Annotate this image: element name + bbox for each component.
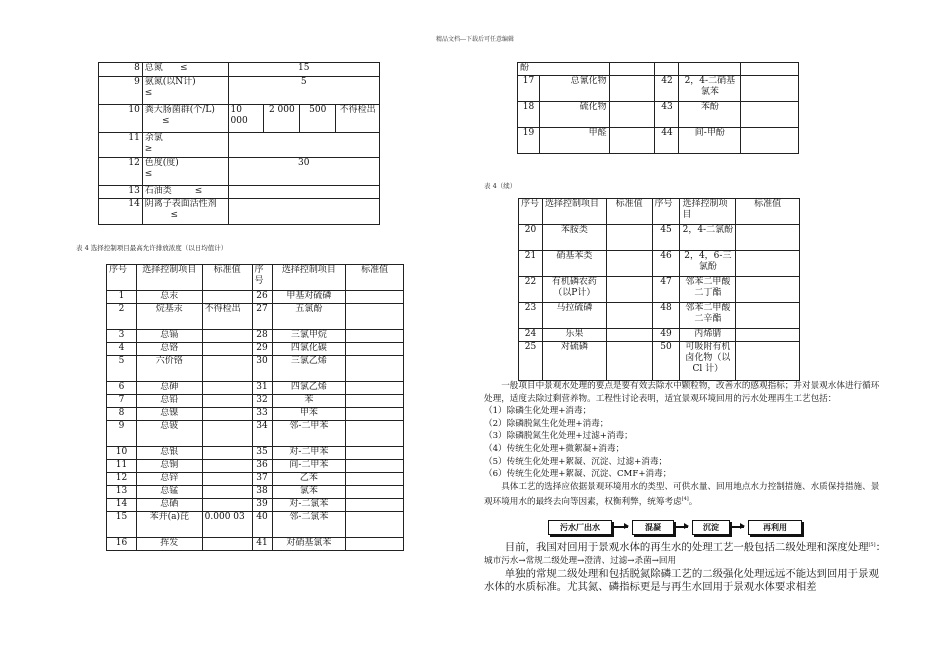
- paragraph: 一般项目中景观水处理的要点是要有效去除水中颗粒物，改善水的感观指标；并对景观水体进行循环处理，适度去除过剩营养物。工程性讨论表明，适宜景观环境回用的污水处理再生工艺包括：: [484, 381, 880, 404]
- list-item: （4）传统生化处理+微絮凝+消毒；: [484, 443, 625, 454]
- flow-step: 混凝: [632, 520, 674, 535]
- row-number: 46: [652, 251, 680, 277]
- standard-value: [736, 251, 800, 277]
- row-number: 22: [519, 277, 543, 303]
- item-name: 间-甲酚: [679, 128, 741, 154]
- standard-value: [346, 512, 404, 538]
- item-name: 苯胺类: [542, 225, 606, 251]
- row-number: 24: [519, 329, 543, 342]
- item-name: 2，4，6-三氯酚: [680, 251, 736, 277]
- row-number: 25: [519, 342, 543, 381]
- standard-value: [202, 330, 252, 343]
- list-item: （3）除磷脱氮生化处理+过滤+消毒；: [484, 431, 633, 442]
- row-number: 38: [252, 486, 272, 499]
- row-number: 50: [652, 342, 680, 381]
- flow-arrow: [676, 526, 688, 528]
- row-number: 34: [252, 421, 272, 447]
- item-name: 三氯乙烯: [272, 356, 346, 382]
- item-name: [679, 63, 741, 76]
- item-name: 邻苯二甲酸二丁酯: [680, 277, 736, 303]
- row-number: 11: [99, 133, 143, 158]
- standard-value: [741, 128, 799, 154]
- row-number: 42: [655, 76, 679, 102]
- standard-value: 15: [228, 63, 380, 77]
- table-4-continued: [518, 198, 800, 381]
- standard-value: [202, 460, 252, 473]
- standard-value: [202, 343, 252, 356]
- table-row: [107, 343, 404, 356]
- row-number: 1: [107, 291, 137, 304]
- item-name: 2，4-二硝基氯苯: [679, 76, 741, 102]
- item-name: 甲苯: [272, 408, 346, 421]
- row-number: 30: [252, 356, 272, 382]
- row-number: 23: [519, 303, 543, 329]
- list-item: （2）除磷脱氮生化处理+消毒；: [484, 418, 609, 429]
- standard-value: [202, 356, 252, 382]
- row-number: 15: [107, 512, 137, 538]
- standard-value: [346, 382, 404, 395]
- standard-value: [346, 395, 404, 408]
- item-name: 硝基苯类: [542, 251, 606, 277]
- col-header-item: 选择控制项目: [136, 265, 202, 291]
- row-number: 39: [252, 499, 272, 512]
- item-name: 对-二氯苯: [272, 499, 346, 512]
- item-name: 2，4-二氯酚: [680, 225, 736, 251]
- item-name: 对-二甲苯: [272, 447, 346, 460]
- table-row: [107, 447, 404, 460]
- flow-step: 沉淀: [692, 520, 730, 535]
- standard-value: [202, 291, 252, 304]
- standard-value: 500: [300, 105, 336, 133]
- table-row: [519, 329, 800, 342]
- standard-value: [202, 447, 252, 460]
- paragraph: 单独的常规二级处理和包括脱氮除磷工艺的二级强化处理远远不能达到回用于景观水体的水质标准。尤其氮、磷指标更是与再生水回用于景观水体要求相差: [484, 567, 879, 594]
- row-number: 45: [652, 225, 680, 251]
- row-number: 13: [99, 186, 143, 199]
- standard-value: [736, 329, 800, 342]
- item-name: 总氰化物: [539, 76, 609, 102]
- flow-arrow: [614, 526, 628, 528]
- item-name: 乐果: [542, 329, 606, 342]
- standard-value: [346, 538, 404, 551]
- standard-value: [606, 303, 652, 329]
- standard-value: [609, 128, 655, 154]
- row-number: 3: [107, 330, 137, 343]
- row-number: 47: [652, 277, 680, 303]
- col-header-no: 序号: [652, 199, 680, 225]
- standard-value: [741, 76, 799, 102]
- item-name: 总铬: [136, 343, 202, 356]
- list-item: （6）传统生化处理+絮凝、沉淀、CMF+消毒；: [484, 469, 672, 480]
- table-row: [519, 303, 800, 329]
- item-name: 对硝基氯苯: [272, 538, 346, 551]
- table-row: [518, 76, 799, 102]
- item-name: 苯: [272, 395, 346, 408]
- table-row: [107, 460, 404, 473]
- item-name: 五氯酚: [272, 304, 346, 330]
- item-name: 总锰: [136, 486, 202, 499]
- standard-value: [346, 499, 404, 512]
- standard-value: [202, 538, 252, 551]
- item-name: 对硫磷: [542, 342, 606, 381]
- row-number: 13: [107, 486, 137, 499]
- item-name: 有机磷农药（以P计）: [542, 277, 606, 303]
- row-number: 44: [655, 128, 679, 154]
- row-number: 49: [652, 329, 680, 342]
- item-name: 挥发: [136, 538, 202, 551]
- item-name: 丙烯腈: [680, 329, 736, 342]
- item-name: 马拉硫磷: [542, 303, 606, 329]
- standard-value: 不得检出: [336, 105, 380, 133]
- table-top-left: [98, 62, 380, 225]
- row-number: 12: [107, 473, 137, 486]
- standard-value: [741, 63, 799, 76]
- row-number: 10: [107, 447, 137, 460]
- item-name: 甲基对硫磷: [272, 291, 346, 304]
- row-number: 40: [252, 512, 272, 538]
- table-row: [107, 330, 404, 343]
- row-number: [655, 63, 679, 76]
- row-number: 7: [107, 395, 137, 408]
- standard-value: 30: [228, 158, 380, 186]
- paragraph: 具体工艺的选择应依据景观环境用水的类型、可供水量、回用地点水力控制措施、水质保持措施、景观环境用水的最终去向等因素，权衡利弊，统筹考虑[4]。: [484, 481, 880, 508]
- col-header-item: 选择控制项目: [680, 199, 736, 225]
- row-number: 12: [99, 158, 143, 186]
- standard-value: [346, 421, 404, 447]
- item-name: 四氯化碳: [272, 343, 346, 356]
- item-name: 邻苯二甲酸二辛酯: [680, 303, 736, 329]
- standard-value: [609, 76, 655, 102]
- standard-value: [606, 342, 652, 381]
- process-flow-diagram: [548, 520, 808, 534]
- standard-value: [228, 199, 380, 225]
- table4b-caption: 表 4（续）: [484, 182, 517, 190]
- table-row: [107, 356, 404, 382]
- standard-value: [736, 277, 800, 303]
- row-number: 32: [252, 395, 272, 408]
- row-number: 26: [252, 291, 272, 304]
- item-name: 烷基汞: [136, 304, 202, 330]
- table-row: [107, 486, 404, 499]
- table-row: [518, 128, 799, 154]
- col-header-item: 选择控制项目: [272, 265, 346, 291]
- row-number: 21: [519, 251, 543, 277]
- row-number: 31: [252, 382, 272, 395]
- item-name: 酚: [518, 63, 610, 76]
- item-name: 总铍: [136, 421, 202, 447]
- flow-arrow: [732, 526, 744, 528]
- row-number: 9: [107, 421, 137, 447]
- standard-value: [346, 291, 404, 304]
- item-name: 可吸附有机卤化物（以Cl 计）: [680, 342, 736, 381]
- table-4-cont-top: [517, 62, 799, 154]
- standard-value: [606, 329, 652, 342]
- item-name: 邻-二甲苯: [272, 421, 346, 447]
- row-number: 9: [99, 77, 143, 105]
- standard-value: [346, 447, 404, 460]
- standard-value: [228, 133, 380, 158]
- list-item: （5）传统生化处理+絮凝、沉淀、过滤+消毒；: [484, 456, 668, 467]
- flow-step: 再利用: [748, 520, 802, 535]
- standard-value: [346, 343, 404, 356]
- list-item: （1）除磷生化处理+消毒；: [484, 406, 592, 417]
- item-name: 总铅: [136, 395, 202, 408]
- standard-value: [736, 303, 800, 329]
- standard-value: [346, 330, 404, 343]
- row-number: 27: [252, 304, 272, 330]
- table-row: [107, 421, 404, 447]
- standard-value: [202, 382, 252, 395]
- standard-value: 5: [228, 77, 380, 105]
- col-header-std: 标准值: [606, 199, 652, 225]
- standard-value: [606, 277, 652, 303]
- row-number: 14: [99, 199, 143, 225]
- item-name: 总硒: [136, 499, 202, 512]
- table4-caption: 表 4 选择控制项目最高允许排放浓度（以日均值计）: [76, 244, 228, 252]
- standard-value: [736, 342, 800, 381]
- item-name: 间-二甲苯: [272, 460, 346, 473]
- item-name: 总氮 ≤: [142, 63, 228, 77]
- row-number: 5: [107, 356, 137, 382]
- standard-value: [609, 63, 655, 76]
- col-header-no: 序号: [252, 265, 272, 291]
- table-row: [519, 277, 800, 303]
- item-name: 六价铬: [136, 356, 202, 382]
- item-name: 总汞: [136, 291, 202, 304]
- table-row: [107, 473, 404, 486]
- standard-value: [202, 473, 252, 486]
- table-row: [107, 408, 404, 421]
- standard-value: [609, 102, 655, 128]
- row-number: 43: [655, 102, 679, 128]
- standard-value: [346, 408, 404, 421]
- row-number: 16: [107, 538, 137, 551]
- row-number: 28: [252, 330, 272, 343]
- item-name: 邻-二氯苯: [272, 512, 346, 538]
- row-number: 35: [252, 447, 272, 460]
- row-number: 8: [99, 63, 143, 77]
- item-name: 苯酚: [679, 102, 741, 128]
- standard-value: 2 000: [264, 105, 300, 133]
- standard-value: [202, 486, 252, 499]
- row-number: 6: [107, 382, 137, 395]
- item-name: 硫化物: [539, 102, 609, 128]
- row-number: 20: [519, 225, 543, 251]
- body-text: [484, 380, 886, 509]
- table-row: [107, 304, 404, 330]
- row-number: 37: [252, 473, 272, 486]
- table-row: [107, 499, 404, 512]
- table-4: [106, 264, 404, 551]
- col-header-item: 选择控制项目: [542, 199, 606, 225]
- item-name: 苯并(a)芘: [136, 512, 202, 538]
- item-name: 氨氮(以N计) ≤: [142, 77, 228, 105]
- row-number: 19: [518, 128, 540, 154]
- row-number: 29: [252, 343, 272, 356]
- item-name: 乙苯: [272, 473, 346, 486]
- row-number: 10: [99, 105, 143, 133]
- row-number: 11: [107, 460, 137, 473]
- table-row: [107, 395, 404, 408]
- standard-value: 不得检出: [202, 304, 252, 330]
- row-number: 17: [518, 76, 540, 102]
- table-row: [518, 102, 799, 128]
- row-number: 2: [107, 304, 137, 330]
- table-row: [107, 382, 404, 395]
- col-header-no: 序号: [519, 199, 543, 225]
- table-row: [107, 538, 404, 551]
- col-header-std: 标准值: [202, 265, 252, 291]
- row-number: 36: [252, 460, 272, 473]
- col-header-no: 序号: [107, 265, 137, 291]
- item-name: 总铜: [136, 460, 202, 473]
- standard-value: [606, 251, 652, 277]
- row-number: 14: [107, 499, 137, 512]
- item-name: 三氯甲烷: [272, 330, 346, 343]
- paragraph: 城市污水→常规二级处理→澄清、过滤→杀菌→回用: [484, 556, 677, 567]
- item-name: 石油类 ≤: [142, 186, 228, 199]
- standard-value: [202, 395, 252, 408]
- standard-value: [346, 486, 404, 499]
- table-row: [519, 342, 800, 381]
- flow-step: 污水厂出水: [548, 520, 612, 535]
- table-row: [519, 225, 800, 251]
- item-name: 粪大肠菌群(个/L) ≤: [142, 105, 228, 133]
- row-number: 48: [652, 303, 680, 329]
- item-name: 总镉: [136, 330, 202, 343]
- item-name: 总银: [136, 447, 202, 460]
- standard-value: [741, 102, 799, 128]
- row-number: 41: [252, 538, 272, 551]
- table-row: [107, 512, 404, 538]
- item-name: 氯苯: [272, 486, 346, 499]
- standard-value: [346, 304, 404, 330]
- standard-value: [202, 421, 252, 447]
- table-row: [519, 251, 800, 277]
- row-number: 18: [518, 102, 540, 128]
- standard-value: 10 000: [228, 105, 264, 133]
- row-number: 8: [107, 408, 137, 421]
- item-name: 总砷: [136, 382, 202, 395]
- standard-value: [346, 356, 404, 382]
- col-header-std: 标准值: [736, 199, 800, 225]
- standard-value: [346, 473, 404, 486]
- standard-value: [202, 408, 252, 421]
- table-row: [107, 291, 404, 304]
- standard-value: [202, 499, 252, 512]
- body-text-lower: [484, 539, 886, 595]
- page-header: 精品文档---下载后可任意编辑: [435, 36, 515, 43]
- paragraph: 目前，我国对回用于景观水体的再生水的处理工艺一般包括二级处理和深度处理[5]：: [504, 541, 886, 554]
- standard-value: [736, 225, 800, 251]
- item-name: 余氯 ≥: [142, 133, 228, 158]
- col-header-std: 标准值: [346, 265, 404, 291]
- row-number: 33: [252, 408, 272, 421]
- item-name: 阴离子表面活性剂 ≤: [142, 199, 228, 225]
- row-number: 4: [107, 343, 137, 356]
- item-name: 四氯乙烯: [272, 382, 346, 395]
- item-name: 总锌: [136, 473, 202, 486]
- standard-value: [346, 460, 404, 473]
- standard-value: [606, 225, 652, 251]
- standard-value: [228, 186, 380, 199]
- item-name: 甲醛: [539, 128, 609, 154]
- item-name: 总镍: [136, 408, 202, 421]
- standard-value: 0.000 03: [202, 512, 252, 538]
- item-name: 色度(度) ≤: [142, 158, 228, 186]
